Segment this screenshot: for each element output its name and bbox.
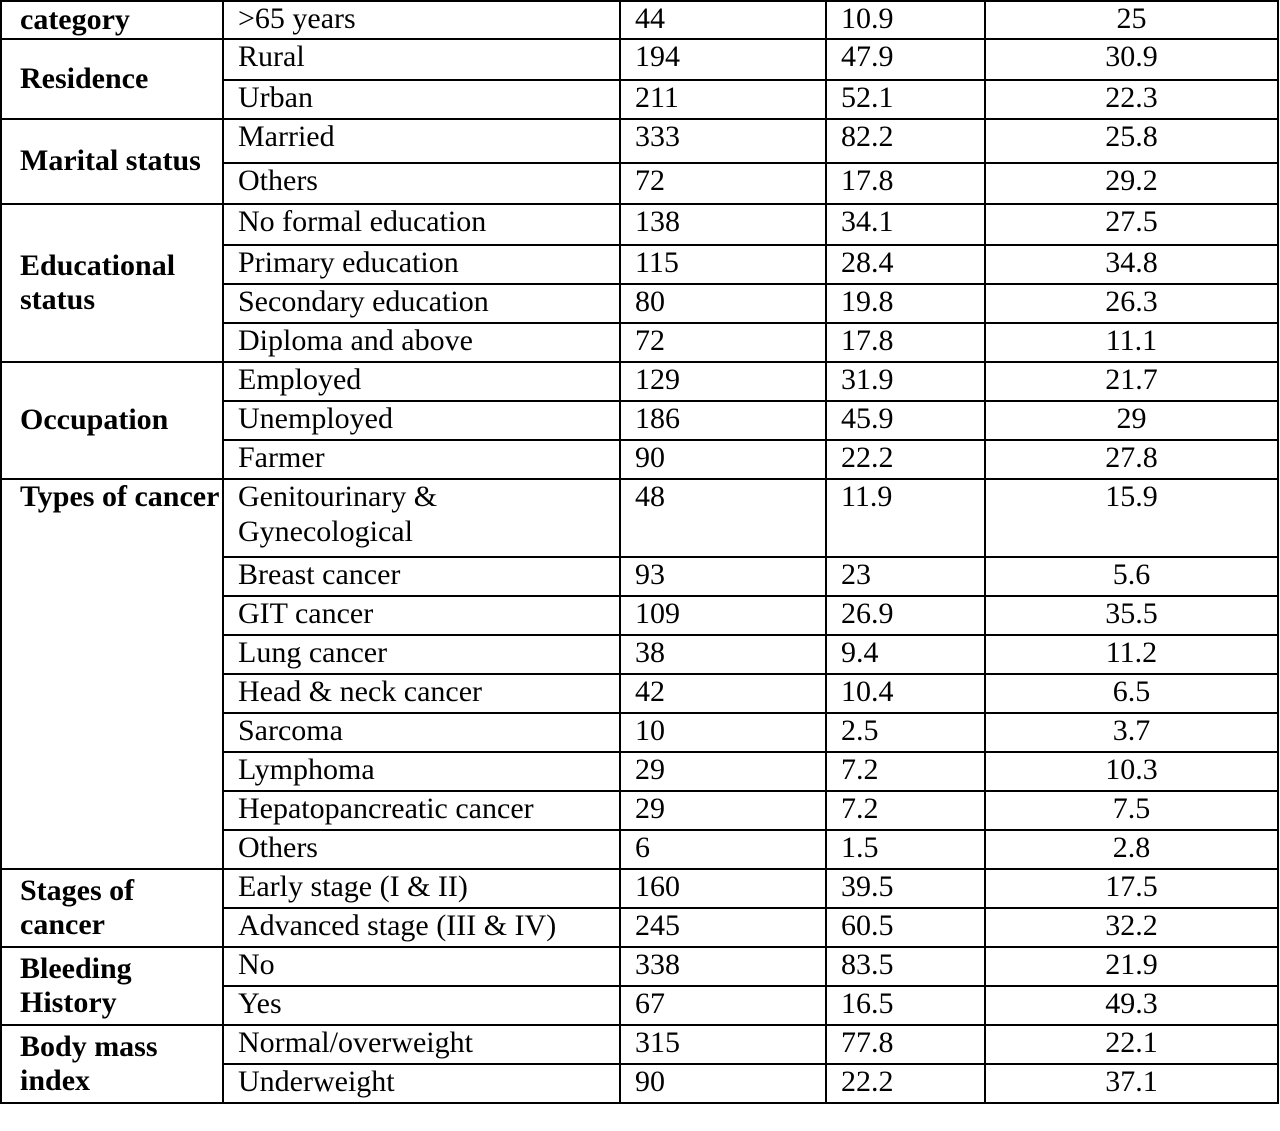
category-cell: category	[1, 1, 223, 39]
row-label-cell: Urban	[223, 80, 620, 119]
percent-cell: 16.5	[826, 986, 985, 1025]
table-row	[1, 869, 1278, 908]
rate-cell: 2.8	[985, 830, 1278, 869]
rate-cell: 29	[985, 401, 1278, 440]
category-cell: Bleeding History	[1, 947, 223, 1025]
count-cell: 333	[620, 119, 826, 163]
rate-cell: 29.2	[985, 163, 1278, 204]
rate-cell: 27.8	[985, 440, 1278, 479]
row-label-cell: Breast cancer	[223, 557, 620, 596]
count-cell: 315	[620, 1025, 826, 1064]
row-label-cell: Others	[223, 830, 620, 869]
count-cell: 90	[620, 440, 826, 479]
table-row	[1, 362, 1278, 401]
percent-cell: 10.9	[826, 1, 985, 39]
percent-cell: 1.5	[826, 830, 985, 869]
percent-cell: 83.5	[826, 947, 985, 986]
percent-cell: 7.2	[826, 791, 985, 830]
percent-cell: 11.9	[826, 479, 985, 557]
rate-cell: 6.5	[985, 674, 1278, 713]
row-label-cell: Married	[223, 119, 620, 163]
count-cell: 129	[620, 362, 826, 401]
rate-cell: 21.7	[985, 362, 1278, 401]
row-label-cell: >65 years	[223, 1, 620, 39]
row-label-cell: GIT cancer	[223, 596, 620, 635]
count-cell: 211	[620, 80, 826, 119]
row-label-cell: Secondary education	[223, 284, 620, 323]
rate-cell: 37.1	[985, 1064, 1278, 1103]
rate-cell: 26.3	[985, 284, 1278, 323]
category-cell: Marital status	[1, 119, 223, 204]
row-label-cell: Early stage (I & II)	[223, 869, 620, 908]
count-cell: 44	[620, 1, 826, 39]
category-cell: Stages of cancer	[1, 869, 223, 947]
percent-cell: 22.2	[826, 440, 985, 479]
percent-cell: 60.5	[826, 908, 985, 947]
row-label-cell: Farmer	[223, 440, 620, 479]
row-label-cell: Primary education	[223, 245, 620, 284]
count-cell: 138	[620, 204, 826, 245]
percent-cell: 23	[826, 557, 985, 596]
rate-cell: 21.9	[985, 947, 1278, 986]
category-cell: Residence	[1, 39, 223, 119]
percent-cell: 10.4	[826, 674, 985, 713]
table-row	[1, 947, 1278, 986]
percent-cell: 26.9	[826, 596, 985, 635]
percent-cell: 47.9	[826, 39, 985, 80]
row-label-cell: Others	[223, 163, 620, 204]
row-label-cell: Sarcoma	[223, 713, 620, 752]
table-row	[1, 1025, 1278, 1064]
count-cell: 338	[620, 947, 826, 986]
row-label-cell: Lung cancer	[223, 635, 620, 674]
rate-cell: 11.1	[985, 323, 1278, 362]
count-cell: 160	[620, 869, 826, 908]
percent-cell: 52.1	[826, 80, 985, 119]
percent-cell: 17.8	[826, 163, 985, 204]
row-label-cell: Diploma and above	[223, 323, 620, 362]
percent-cell: 34.1	[826, 204, 985, 245]
count-cell: 90	[620, 1064, 826, 1103]
count-cell: 194	[620, 39, 826, 80]
rate-cell: 22.3	[985, 80, 1278, 119]
rate-cell: 7.5	[985, 791, 1278, 830]
row-label-cell: Hepatopancreatic cancer	[223, 791, 620, 830]
category-cell: Body mass index	[1, 1025, 223, 1103]
row-label-cell: Advanced stage (III & IV)	[223, 908, 620, 947]
count-cell: 72	[620, 323, 826, 362]
category-cell: Educational status	[1, 204, 223, 362]
rate-cell: 17.5	[985, 869, 1278, 908]
percent-cell: 9.4	[826, 635, 985, 674]
row-label-cell: No	[223, 947, 620, 986]
percent-cell: 2.5	[826, 713, 985, 752]
row-label-cell: Rural	[223, 39, 620, 80]
rate-cell: 22.1	[985, 1025, 1278, 1064]
row-label-cell: Lymphoma	[223, 752, 620, 791]
count-cell: 80	[620, 284, 826, 323]
percent-cell: 77.8	[826, 1025, 985, 1064]
row-label-cell: Genitourinary & Gynecological	[223, 479, 620, 557]
row-label-cell: Underweight	[223, 1064, 620, 1103]
count-cell: 29	[620, 791, 826, 830]
percent-cell: 45.9	[826, 401, 985, 440]
rate-cell: 25	[985, 1, 1278, 39]
rate-cell: 49.3	[985, 986, 1278, 1025]
count-cell: 245	[620, 908, 826, 947]
rate-cell: 35.5	[985, 596, 1278, 635]
percent-cell: 22.2	[826, 1064, 985, 1103]
count-cell: 72	[620, 163, 826, 204]
count-cell: 93	[620, 557, 826, 596]
count-cell: 29	[620, 752, 826, 791]
category-cell: Occupation	[1, 362, 223, 479]
table-row	[1, 39, 1278, 80]
row-label-cell: Unemployed	[223, 401, 620, 440]
percent-cell: 39.5	[826, 869, 985, 908]
rate-cell: 10.3	[985, 752, 1278, 791]
category-cell: Types of cancer	[1, 479, 223, 869]
percent-cell: 17.8	[826, 323, 985, 362]
row-label-cell: Employed	[223, 362, 620, 401]
count-cell: 48	[620, 479, 826, 557]
percent-cell: 28.4	[826, 245, 985, 284]
count-cell: 10	[620, 713, 826, 752]
row-label-cell: Normal/overweight	[223, 1025, 620, 1064]
row-label-cell: No formal education	[223, 204, 620, 245]
table-row	[1, 119, 1278, 163]
table-row	[1, 1, 1278, 39]
rate-cell: 11.2	[985, 635, 1278, 674]
percent-cell: 7.2	[826, 752, 985, 791]
count-cell: 67	[620, 986, 826, 1025]
percent-cell: 31.9	[826, 362, 985, 401]
count-cell: 109	[620, 596, 826, 635]
rate-cell: 30.9	[985, 39, 1278, 80]
table-row	[1, 204, 1278, 245]
rate-cell: 15.9	[985, 479, 1278, 557]
rate-cell: 3.7	[985, 713, 1278, 752]
row-label-cell: Head & neck cancer	[223, 674, 620, 713]
count-cell: 186	[620, 401, 826, 440]
table-row	[1, 479, 1278, 557]
rate-cell: 5.6	[985, 557, 1278, 596]
row-label-cell: Yes	[223, 986, 620, 1025]
count-cell: 6	[620, 830, 826, 869]
rate-cell: 32.2	[985, 908, 1278, 947]
percent-cell: 19.8	[826, 284, 985, 323]
count-cell: 42	[620, 674, 826, 713]
rate-cell: 27.5	[985, 204, 1278, 245]
percent-cell: 82.2	[826, 119, 985, 163]
count-cell: 38	[620, 635, 826, 674]
table-body	[1, 1, 1278, 1103]
rate-cell: 25.8	[985, 119, 1278, 163]
rate-cell: 34.8	[985, 245, 1278, 284]
count-cell: 115	[620, 245, 826, 284]
